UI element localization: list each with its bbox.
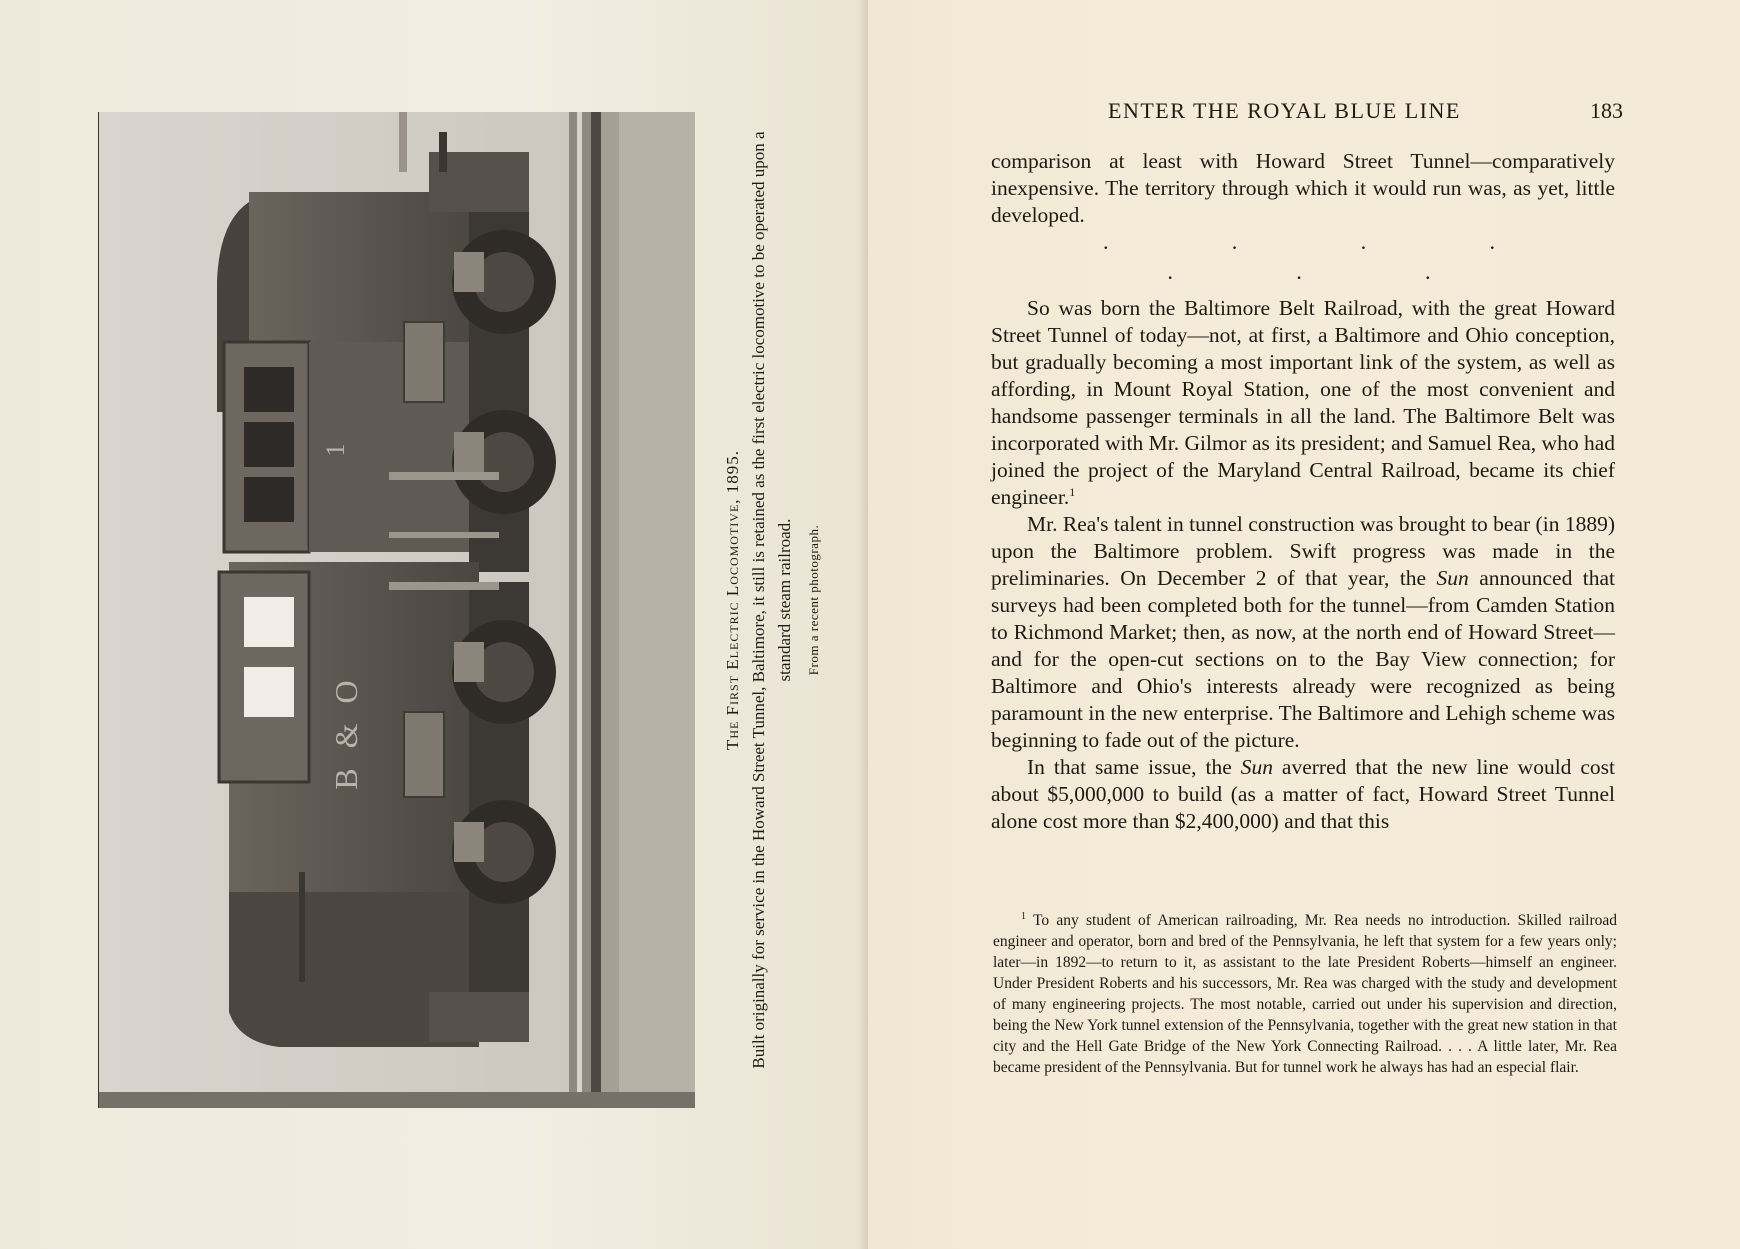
plate-caption: [720, 100, 840, 1100]
paragraph: [991, 754, 1615, 835]
locomotive-unit-2: [219, 562, 556, 1047]
paragraph-text: In that same issue, the: [1027, 755, 1232, 779]
footnote-mark: 1: [1021, 910, 1026, 922]
paragraph-text: Mr. Rea's talent in tunnel construction was brought to bear (in 1889) upon the Baltimore problem. Swift progress was made in the preliminaries. On December 2 of that year, the: [991, 512, 1615, 590]
paragraph-text: announced that surveys had been completed both for the tunnel—from Camden Station to Richmond Market; then, as now, at the north end of Howard Street—and for the open-cut sections on to the Bay View connection; for Baltimore and Ohio's interests already were recognized as being paramount in the new enterprise. The Baltimore and Lehigh scheme was beginning to fade out of the picture.: [991, 566, 1616, 752]
paragraph-text: averred that the new line would cost about $5,000,000 to build (as a matter of fact, Howard Street Tunnel alone cost more than $2,400,000) and that this: [991, 755, 1616, 833]
left-page: [0, 0, 868, 1249]
locomotive-photograph: [98, 112, 695, 1108]
footnote-text: To any student of American railroading, Mr. Rea needs no introduction. Skilled railroad engineer and operator, born and bred of the Pennsylvania, he left that system for a few years only; later—in 1892—to return to it, as assistant to the late President Roberts—himself an engineer. Under President Roberts and his successors, Mr. Rea was charged with the study and development of many engineering projects. The most notable, carried out under his supervision and direction, being the New York tunnel extension of the Pennsylvania, together with the great new station in that city and the Hell Gate Bridge of the New York Connecting Railroad. . . . A little later, Mr. Rea became president of the Pennsylvania. But for tunnel work he always has had an especial flair.: [993, 912, 1617, 1076]
footnote-reference: 1: [1069, 484, 1076, 499]
paragraph: [991, 511, 1615, 754]
caption-credit: From a recent photograph.: [806, 524, 821, 676]
body-text: [991, 148, 1615, 835]
caption-title: The First Electric Locomotive, 1895.: [723, 449, 742, 751]
page-number: 183: [1590, 98, 1623, 123]
newspaper-name: Sun: [1240, 755, 1273, 779]
newspaper-name: Sun: [1436, 566, 1469, 590]
locomotive-marking: B & O: [328, 674, 364, 790]
locomotive-unit-1: [217, 132, 556, 572]
paragraph-continued: comparison at least with Howard Street Tunnel—comparatively inexpensive. The territory through which it would run was, as yet, little developed.: [991, 149, 1615, 227]
cab-number: 1: [321, 443, 350, 457]
caption-description: Built originally for service in the Howard Street Tunnel, Baltimore, it still is retained as the first electric locomotive to be operated upon a standard steam railroad.: [749, 131, 794, 1069]
section-ornament: · · · · · · ·: [1102, 235, 1554, 290]
paragraph: [991, 295, 1615, 511]
running-head: ENTER THE ROYAL BLUE LINE: [1108, 98, 1461, 123]
footnote: [993, 910, 1617, 1078]
paragraph-text: So was born the Baltimore Belt Railroad, with the great Howard Street Tunnel of today—not, at first, a Baltimore and Ohio conception, but gradually becoming a most important link of the system, as well as affording, in Mount Royal Station, one of the most convenient and handsome passenger terminals in all the land. The Baltimore Belt was incorporated with Mr. Gilmor as its president; and Samuel Rea, who had joined the project of the Maryland Central Railroad, became its chief engineer.: [991, 296, 1615, 509]
